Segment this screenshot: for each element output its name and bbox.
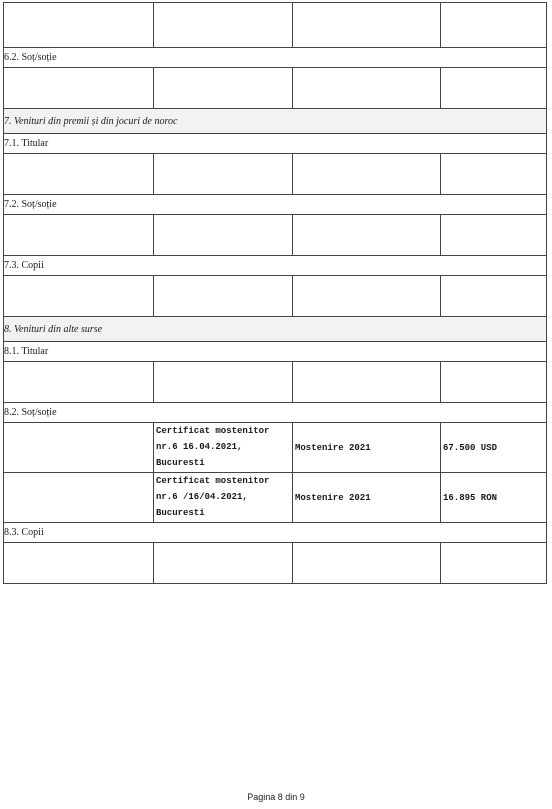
section-8-1-header [4,342,547,362]
section-title: 8. Venituri din alte surse [4,317,547,342]
table-row [4,154,547,195]
section-label: 7.3. Copii [4,256,547,276]
source-cell: Certificat mostenitor nr.6 /16/04.2021, Bucuresti [154,473,293,523]
table-row [4,215,547,256]
section-label: 7.2. Soț/soție [4,195,547,215]
amount-cell: 67.500 USD [441,423,547,473]
table-row [4,68,547,109]
page-number: Pagina 8 din 9 [247,792,305,802]
section-8-3-header [4,523,547,543]
declaration-page [3,2,546,584]
source-cell: Certificat mostenitor nr.6 16.04.2021, Bucuresti [154,423,293,473]
owner-cell [4,473,154,523]
section-7-3-header [4,256,547,276]
table-row [4,543,547,584]
section-label: 6.2. Soț/soție [4,48,547,68]
section-label: 8.2. Soț/soție [4,403,547,423]
service-cell: Mostenire 2021 [293,473,441,523]
section-label: 8.3. Copii [4,523,547,543]
section-8-2-header [4,403,547,423]
section-7-header [4,109,547,134]
section-title: 7. Venituri din premii și din jocuri de noroc [4,109,547,134]
table-row [4,423,547,473]
table-row [4,362,547,403]
section-7-2-header [4,195,547,215]
table-row [4,473,547,523]
income-table [3,2,547,584]
section-6-2-header [4,48,547,68]
table-row [4,3,547,48]
section-label: 7.1. Titular [4,134,547,154]
amount-cell: 16.895 RON [441,473,547,523]
table-row [4,276,547,317]
owner-cell [4,423,154,473]
section-7-1-header [4,134,547,154]
section-label: 8.1. Titular [4,342,547,362]
section-8-header [4,317,547,342]
service-cell: Mostenire 2021 [293,423,441,473]
